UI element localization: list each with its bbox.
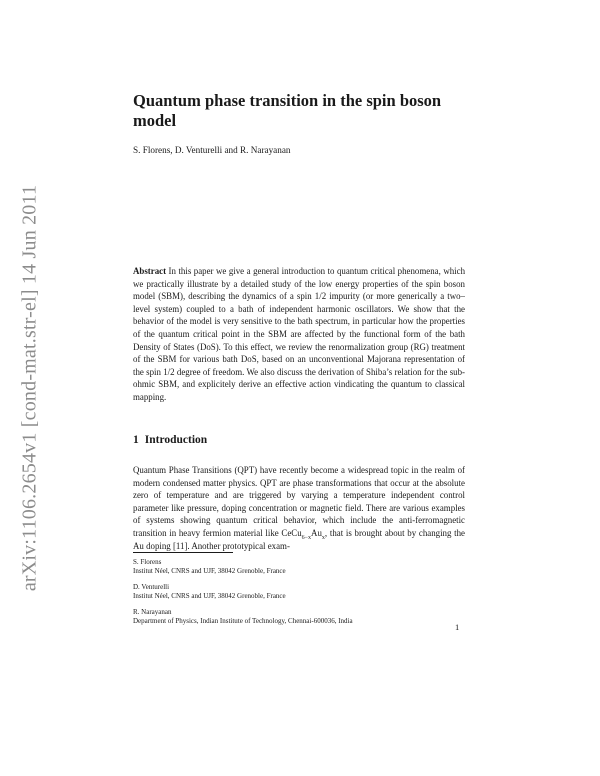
abstract-label: Abstract [133, 266, 167, 276]
section-heading [133, 434, 207, 446]
footnote-divider [133, 552, 233, 553]
affiliation-address: Institut Néel, CNRS and UJF, 38042 Grenoble, France [133, 592, 286, 601]
intro-subscript-2: x [321, 534, 325, 541]
paper-title: Quantum phase transition in the spin boson model [133, 91, 442, 130]
page-number: 1 [455, 622, 460, 632]
affiliation-address: Department of Physics, Indian Institute of Technology, Chennai-600036, India [133, 617, 353, 626]
abstract-text: In this paper we give a general introduction to quantum critical phenomena, which we practically illustrate by a detailed study of the low energy properties of the spin boson model (SBM), describing the dynamics of a spin 1/2 impurity (or more generically a two–level system) coupled to a bath of independent harmonic oscillators. We show that the behavior of the model is very sensitive to the bath spectrum, in particular how the properties of the quantum critical point in the SBM are affected by the functional form of the bath Density of States (DoS). To this effect, we review the renormalization group (RG) treatment of the SBM for various bath DoS, based on an unconventional Majorana representation of the spin 1/2 degree of freedom. We also discuss the derivation of Shiba’s relation for the sub-ohmic SBM, and explicitely derive an effective action vindicating the quantum to classical mapping. [133, 266, 466, 402]
intro-text-part3: , that is brought about by changing the Au doping [11]. Another prototypical exam- [133, 527, 465, 551]
affiliation-author: R. Narayanan [133, 607, 172, 616]
intro-text-part1: Quantum Phase Transitions (QPT) have recently become a widespread topic in the realm of modern condensed matter physics. QPT are phase transformations that occur at the absolute zero of temperature and are triggered by varying a temperature independent control parameter like pressure, doping concentration or magnetic field. There are various examples of systems showing quantum critical behavior, which include the anti-ferromagnetic transition in heavy fermion material like CeCu [133, 465, 465, 538]
intro-text-part2: Au [311, 527, 322, 538]
arxiv-identifier-stamp: arXiv:1106.2654v1 [cond-mat.str-el] 14 Jun 2011 [18, 184, 41, 592]
author-list: S. Florens, D. Venturelli and R. Narayanan [133, 145, 291, 155]
affiliation-entry [133, 608, 465, 627]
affiliation-address: Institut Néel, CNRS and UJF, 38042 Grenoble, France [133, 567, 286, 576]
affiliation-author: S. Florens [133, 558, 162, 566]
affiliation-author: D. Venturelli [133, 582, 170, 591]
affiliation-entry [133, 558, 465, 577]
affiliations [133, 558, 465, 632]
intro-subscript-1: 6−x [301, 534, 312, 541]
introduction-paragraph [133, 464, 465, 552]
section-number: 1 [133, 434, 139, 446]
section-title: Introduction [144, 434, 208, 446]
affiliation-entry [133, 583, 465, 602]
abstract [133, 265, 465, 404]
